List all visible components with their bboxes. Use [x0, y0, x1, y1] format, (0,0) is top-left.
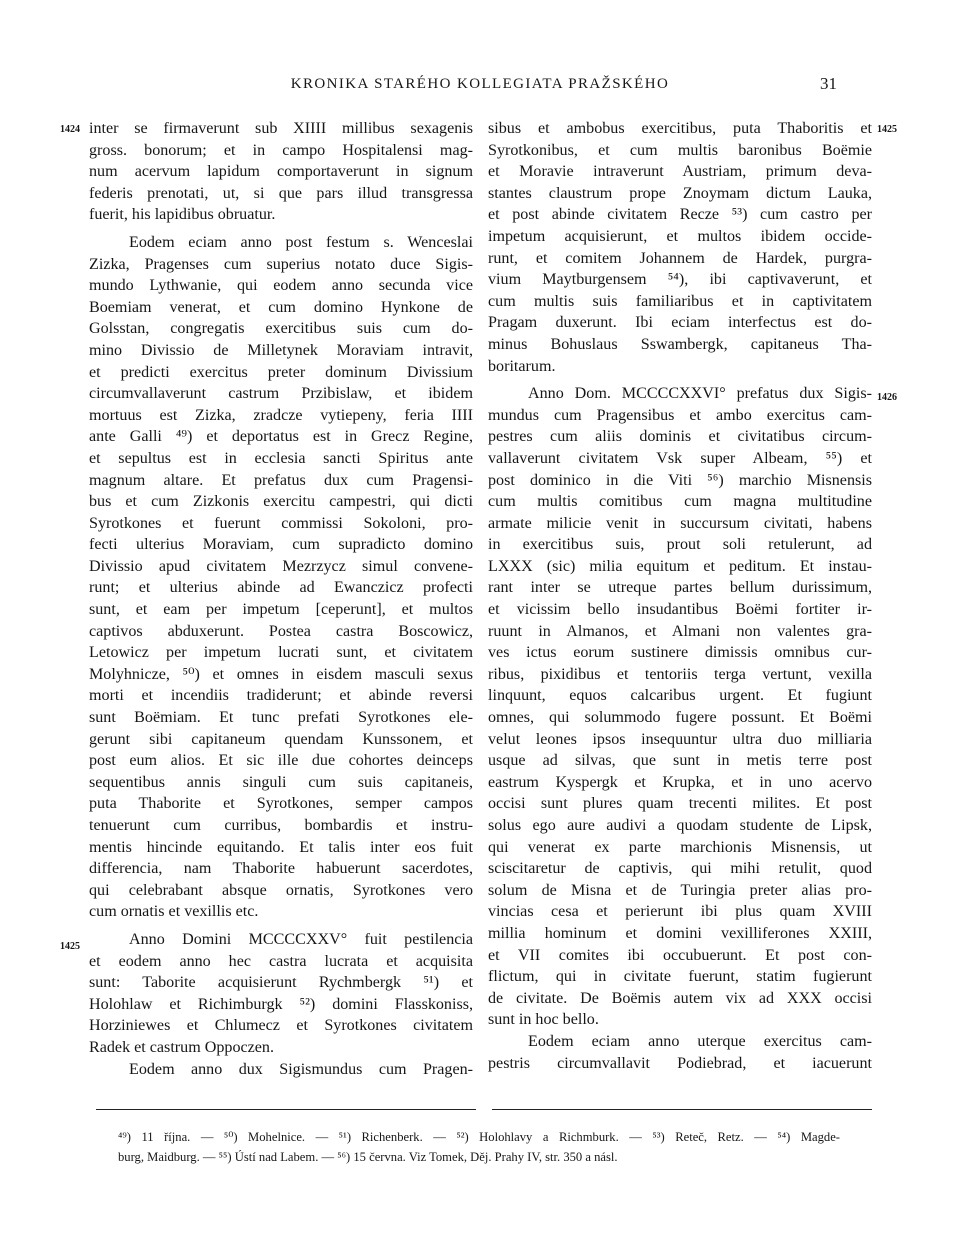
text-line: sciscitaretur de captivis, qui mihi retulit, quod: [488, 860, 872, 878]
text-line: minus Bohuslaus Sswambergk, capitaneus Tha-: [488, 335, 872, 353]
text-line: occisi sunt plures quam trecenti milites. Et post: [488, 795, 872, 813]
text-line: solus ego aure audivi a quodam studente de Lipsk,: [488, 817, 872, 834]
text-line: stantes claustrum prope Znoymam dictum Lauka,: [488, 184, 872, 202]
text-line: vincias cesa et perierunt ibi plus quam XVIII: [488, 903, 872, 921]
text-line: ruunt in Almanos, et Almani non valentes gra-: [488, 622, 872, 640]
text-line: ante Galli ⁴⁹) et deportatus est in Grecz Regine,: [89, 428, 473, 446]
text-line: de civitate. De Boëmis autem vix ad XXX occisi: [488, 989, 872, 1007]
text-line: sequentibus annis singuli cum suis capitaneis,: [89, 773, 473, 791]
text-line: Syrotkonibus, et cum multis baronibus Boëmie: [488, 141, 872, 159]
text-line: qui venerat ex parte marchionis Misnensis, ut: [488, 838, 872, 856]
text-line: vium Maytburgensem ⁵⁴), ibi captivaverunt, et: [488, 271, 872, 289]
text-line: mentis hincinde equitando. Et talis inter eos fuit: [89, 838, 473, 856]
text-line: gerunt sibi capitaneum quendam Kunssonem, et: [89, 730, 473, 748]
text-line: in exercitibus suis, prout soli retulerunt, ad: [488, 536, 872, 554]
text-line: mundo Lythwanie, qui eodem anno secunda vice: [89, 277, 473, 295]
text-line: et VII comites ibi occubuerunt. Et post con-: [488, 946, 872, 964]
text-line: mortuus est Zizka, zradcze vytiepeny, feria IIII: [89, 406, 473, 424]
margin-year: 1425: [60, 941, 80, 952]
text-line: runt; et ulterius abinde ad Ewanczicz profecti: [89, 579, 473, 597]
text-line: sunt Boëmiam. Et tunc prefati Syrotkones ele-: [89, 709, 473, 727]
text-line: solum de Misna et de Turingia preter alias pro-: [488, 881, 872, 899]
text-line: armate milicie venit in succursum civitati, habens: [488, 514, 872, 532]
text-line: Syrotkones et fuerunt commissi Sokoloni, pro-: [89, 514, 473, 532]
footnote-rule: [96, 1109, 476, 1110]
footnote-line: ⁴⁹) 11 října. — ⁵⁰) Mohelnice. — ⁵¹) Richenberk. — ⁵²) Holohlavy a Richmburk. — ⁵³) Reteč, Retz. — ⁵⁴) Magde-: [118, 1130, 840, 1144]
text-line: boritarum.: [488, 357, 556, 375]
text-line: Anno Domini MCCCCXXV° fuit pestilencia: [129, 930, 473, 948]
text-line: eastrum Kyspergk et Krupka, et in uno acervo: [488, 773, 872, 791]
text-line: Eodem eciam anno uterque exercitus cam-: [528, 1032, 872, 1050]
text-line: cum multis comitibus cum magna multitudine: [488, 493, 872, 511]
text-line: flictum, qui in civitate fuerunt, statim fugierunt: [488, 968, 872, 986]
text-line: Eodem anno dux Sigismundus cum Pragen-: [129, 1060, 473, 1078]
text-line: qui celebrabant absque ornatis, Syrotkones vero: [89, 881, 473, 899]
text-line: vallaverunt civitatem Vsk super Albeam, ⁵⁵) et: [488, 449, 872, 467]
text-line: et sepultus est in ecclesia sancti Spiritus ante: [89, 449, 473, 467]
text-line: mino Divissio de Milletynek Moraviam intravit,: [89, 341, 473, 359]
text-line: runt, et comitem Johannem de Hardek, purgra-: [488, 249, 872, 267]
text-line: captivos abduxerunt. Postea castra Boscowicz,: [89, 622, 473, 640]
text-line: fecti ulterius Moraviam, cum supradicto domino: [89, 536, 473, 554]
page-number: 31: [820, 74, 837, 93]
text-line: federis prenotati, ut, si que pars illud transgressa: [89, 184, 473, 202]
text-line: Holohlaw et Richimburgk ⁵²) domini Flasskoniss,: [89, 995, 473, 1013]
text-line: tenuerunt cum curribus, bombardis et instru-: [89, 817, 473, 834]
footnote-line: burg, Maidburg. — ⁵⁵) Ústí nad Labem. — ⁵⁶) 15 června. Viz Tomek, Děj. Prahy IV, str. 350 a násl.: [118, 1150, 618, 1164]
text-line: sunt in hoc bello.: [488, 1011, 599, 1029]
footnote-rule: [492, 1109, 872, 1110]
margin-year: 1426: [877, 392, 897, 403]
text-line: Anno Dom. MCCCCXXVI° prefatus dux Sigis-: [528, 385, 872, 403]
text-line: cum ornatis et vexillis etc.: [89, 903, 259, 921]
right-column: [488, 118, 872, 1074]
text-line: Eodem eciam anno post festum s. Wenceslai: [129, 233, 473, 251]
text-line: circumvallaverunt castrum Przibislaw, et ibidem: [89, 385, 473, 403]
text-line: Horziniewes et Chlumecz et Syrotkones civitatem: [89, 1017, 473, 1035]
text-line: mundus cum Pragensibus et ambo exercitus cam-: [488, 406, 872, 424]
text-line: omnes, qui solummodo fugere possunt. Et Boëmi: [488, 709, 872, 727]
text-line: cum multis suis familiaribus et in captivitatem: [488, 292, 872, 310]
text-line: Golsstan, congregatis exercitibus suis cum do-: [89, 320, 473, 338]
text-line: inter se firmaverunt sub XIIII millibus sexagenis: [89, 120, 473, 137]
left-column: [89, 118, 473, 1080]
text-line: et post abinde civitatem Recze ⁵³) cum castro per: [488, 206, 872, 224]
text-line: sunt: Taborite acquisierunt Rychmbergk ⁵¹) et: [89, 974, 473, 992]
text-line: differencia, nam Thaborite habuerunt sacerdotes,: [89, 860, 473, 878]
text-line: pestres cum aliis dominis et civitatibus circum-: [488, 428, 872, 446]
text-line: ves ictus eorum sustinere dimissis omnibus cur-: [488, 644, 872, 662]
running-header: KRONIKA STARÉHO KOLLEGIATA PRAŽSKÉHO: [290, 76, 670, 92]
text-line: bus et cum Zizkonis exercitu campestri, qui dicti: [89, 493, 473, 511]
text-line: gross. bonorum; et in campo Hospitalensi mag-: [89, 141, 473, 159]
text-line: et vicissim bello insudantibus Boëmi fortiter ir-: [488, 601, 872, 619]
text-line: Molyhnicze, ⁵⁰) et omnes in eisdem masculi sexus: [89, 665, 473, 683]
text-line: rant inter se utreque partes bellum durissimum,: [488, 579, 872, 597]
text-line: sunt, et eam per impetum [ceperunt], et multos: [89, 601, 473, 619]
text-line: post dominico in die Viti ⁵⁶) marchio Misnensis: [488, 471, 872, 489]
text-line: et predicti exercitus preter dominum Divissium: [89, 363, 473, 381]
text-line: Boemiam venerat, et cum domino Hynkone de: [89, 298, 473, 316]
footnotes: [118, 1127, 840, 1167]
text-line: pestris circumvallavit Podiebrad, et iacuerunt: [488, 1054, 872, 1072]
text-line: impetum acquisierunt, et multos ibidem occide-: [488, 227, 872, 245]
text-line: Letowicz per impetum lucrati sunt, et civitatem: [89, 644, 473, 662]
text-line: LXXX (sic) milia equitum et peditum. Et instau-: [488, 557, 872, 575]
text-line: post eum alios. Et sic ille due cohortes deinceps: [89, 752, 473, 770]
text-line: et Moravie intraverunt Austriam, primum deva-: [488, 163, 872, 181]
text-line: puta Thaborite et Syrotkones, semper campos: [89, 795, 473, 813]
text-line: sibus et ambobus exercitibus, puta Thaboritis et: [488, 120, 872, 137]
text-line: millia hominum et domini vexilliferones XXIII,: [488, 924, 872, 942]
margin-year: 1425: [877, 124, 897, 135]
text-line: num acervum lapidum comportaverunt in signum: [89, 163, 473, 181]
text-line: Radek et castrum Oppoczen.: [89, 1038, 275, 1056]
text-line: linquunt, equos calcaribus urgent. Et fugiunt: [488, 687, 872, 705]
text-line: ribus, pixidibus et tentoriis terga vertunt, vexilla: [488, 665, 872, 683]
margin-year: 1424: [60, 124, 80, 135]
text-line: Zizka, Pragenses cum superius notato duce Sigis-: [89, 255, 473, 273]
text-line: fuerit, his lapidibus obruatur.: [89, 206, 276, 224]
text-line: velut leones ipsos insequuntur ultra duo milliaria: [488, 730, 872, 748]
text-line: usque ad silvas, que sunt in metis terre post: [488, 752, 872, 770]
text-line: magnum altare. Et prefatus dux cum Pragensi-: [89, 471, 473, 489]
text-line: et eodem anno hec castra lucrata et acquisita: [89, 952, 473, 970]
text-line: Pragam duxerunt. Ibi eciam interfectus est do-: [488, 314, 872, 332]
text-line: morti et incendiis tradiderunt; et abinde reversi: [89, 687, 473, 705]
text-line: Divissio apud civitatem Mezrzycz simul convene-: [89, 557, 473, 575]
